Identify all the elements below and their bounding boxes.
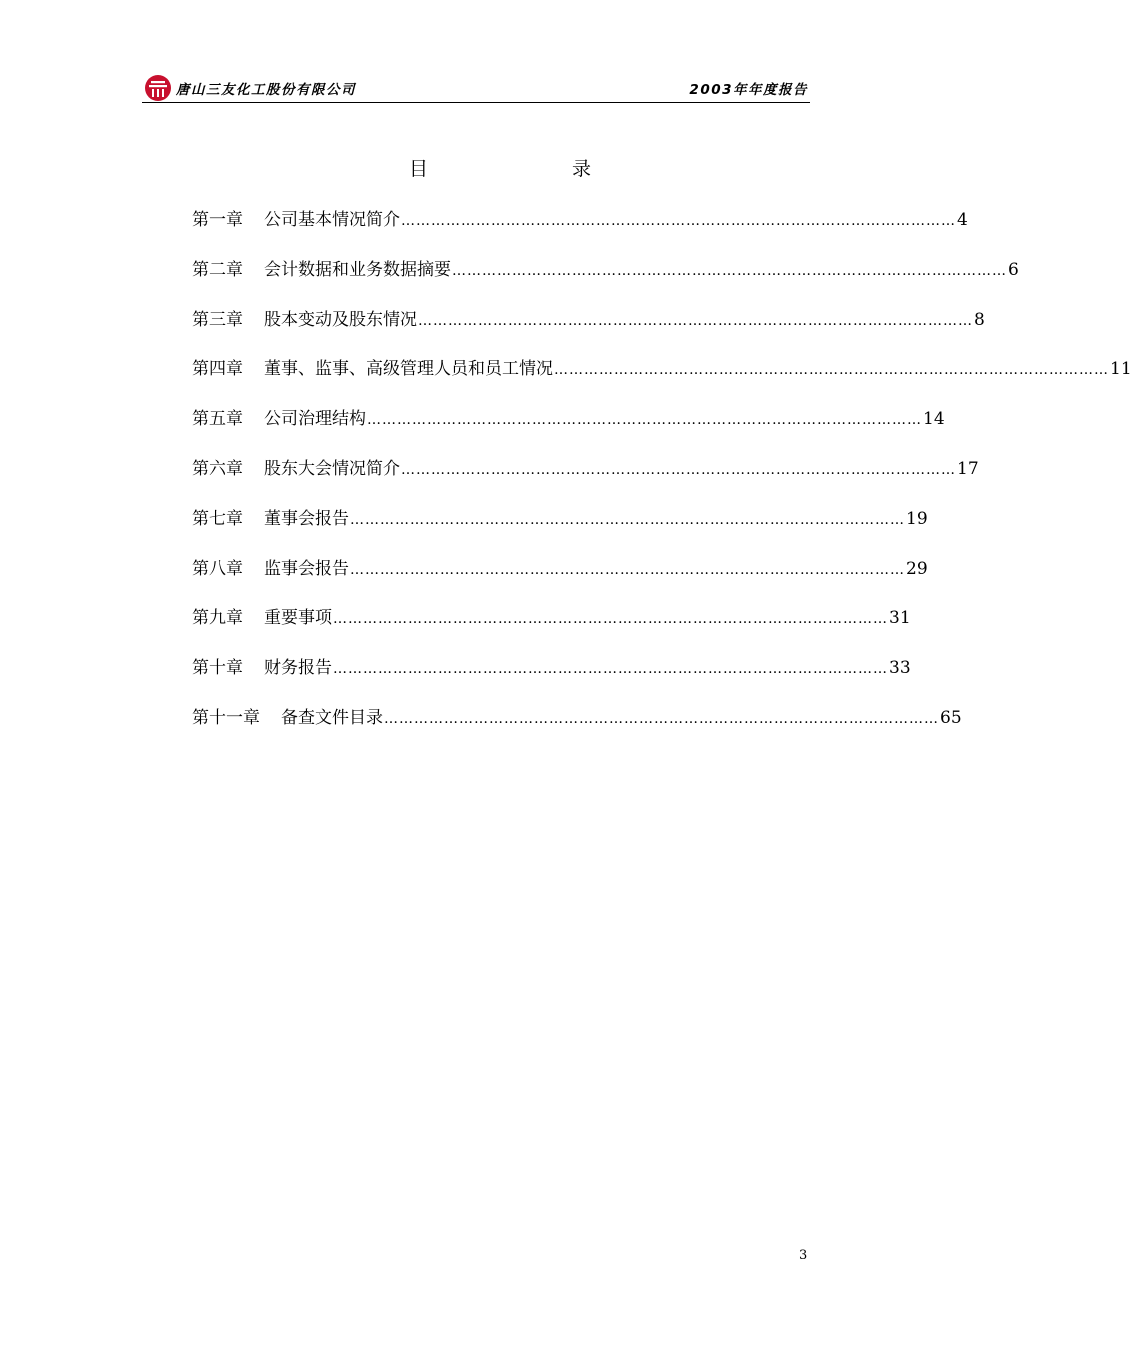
- toc-title: 公司基本情况简介: [264, 210, 400, 230]
- toc-page: 4: [957, 210, 968, 230]
- toc-entry[interactable]: [192, 305, 985, 355]
- toc-chapter: 第九章: [192, 608, 243, 629]
- company-logo-icon: [144, 74, 172, 102]
- toc-entry[interactable]: [192, 454, 979, 504]
- toc-chapter: 第六章: [192, 458, 243, 479]
- toc-page: 17: [957, 458, 979, 479]
- report-title: 2003年年度报告: [689, 82, 808, 98]
- toc-chapter: 第二章: [192, 259, 243, 280]
- toc-leader: …………………………………………………………………………………………………: [401, 213, 956, 229]
- toc-title: 董事、监事、高级管理人员和员工情况: [264, 359, 553, 380]
- toc-leader: …………………………………………………………………………………………………: [418, 312, 973, 329]
- toc-page: 33: [889, 658, 911, 679]
- toc-entry[interactable]: [192, 354, 1132, 404]
- toc-leader: …………………………………………………………………………………………………: [452, 262, 1007, 279]
- toc-page: 31: [889, 608, 911, 629]
- toc-chapter: 第三章: [192, 309, 243, 330]
- page-header: [142, 72, 810, 103]
- toc-leader: …………………………………………………………………………………………………: [367, 412, 922, 429]
- toc-title: 监事会报告: [264, 558, 349, 579]
- toc-entry[interactable]: [192, 255, 1019, 305]
- toc-page: 6: [1008, 259, 1019, 280]
- toc-page: 65: [940, 707, 962, 728]
- toc-leader: …………………………………………………………………………………………………: [554, 362, 1109, 379]
- toc-entry[interactable]: [192, 653, 911, 703]
- toc-leader: …………………………………………………………………………………………………: [333, 611, 888, 628]
- toc-chapter: 第十一章: [192, 707, 260, 728]
- toc-heading-left: 目: [409, 158, 429, 180]
- toc-entry[interactable]: [192, 205, 968, 255]
- toc-title: 备查文件目录: [281, 707, 383, 728]
- toc-entry[interactable]: [192, 504, 928, 554]
- toc-chapter: 第四章: [192, 359, 243, 380]
- toc-leader: …………………………………………………………………………………………………: [350, 511, 905, 528]
- toc-title: 股东大会情况简介: [264, 458, 400, 479]
- page-number: 3: [799, 1248, 808, 1263]
- toc-title: 股本变动及股东情况: [264, 309, 417, 330]
- toc-page: 8: [974, 309, 985, 330]
- toc-heading: [0, 154, 950, 180]
- toc-title: 会计数据和业务数据摘要: [264, 259, 451, 280]
- toc-heading-right: 录: [572, 158, 592, 180]
- toc-entry[interactable]: [192, 404, 945, 454]
- toc-title: 公司治理结构: [264, 409, 366, 430]
- toc-page: 19: [906, 508, 928, 529]
- toc-chapter: 第一章: [192, 210, 243, 230]
- toc-entry[interactable]: [192, 554, 928, 604]
- toc-page: 14: [923, 409, 945, 430]
- toc-leader: …………………………………………………………………………………………………: [401, 461, 956, 478]
- table-of-contents: [192, 205, 1132, 753]
- toc-chapter: 第十章: [192, 658, 243, 679]
- toc-page: 11: [1110, 359, 1132, 380]
- toc-page: 29: [906, 558, 928, 579]
- company-name: 唐山三友化工股份有限公司: [176, 82, 356, 98]
- toc-title: 重要事项: [264, 608, 332, 629]
- toc-leader: …………………………………………………………………………………………………: [384, 710, 939, 727]
- toc-chapter: 第八章: [192, 558, 243, 579]
- toc-chapter: 第七章: [192, 508, 243, 529]
- toc-leader: …………………………………………………………………………………………………: [350, 561, 905, 578]
- toc-chapter: 第五章: [192, 409, 243, 430]
- toc-entry[interactable]: [192, 603, 911, 653]
- toc-entry[interactable]: [192, 703, 962, 753]
- toc-title: 董事会报告: [264, 508, 349, 529]
- toc-title: 财务报告: [264, 658, 332, 679]
- toc-leader: …………………………………………………………………………………………………: [333, 661, 888, 678]
